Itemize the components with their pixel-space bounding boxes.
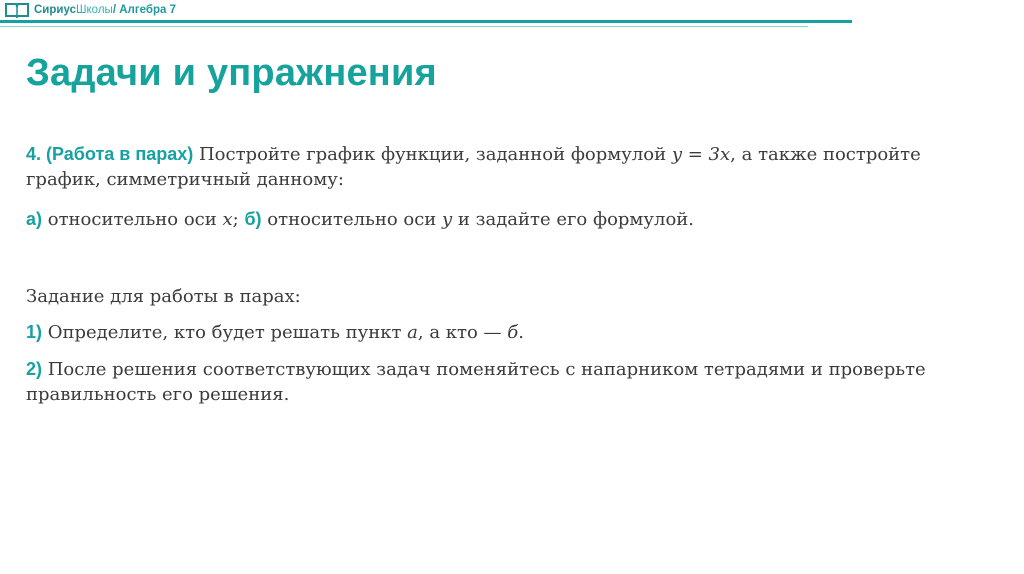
brand-sirius: Сириус bbox=[34, 4, 76, 16]
task-text-b: , а также постройте график, симметричный данному: bbox=[26, 144, 921, 190]
task-number: 4. (Работа в парах) bbox=[26, 144, 194, 164]
header-bar bbox=[4, 0, 176, 20]
brand-course: / Алгебра 7 bbox=[112, 4, 176, 16]
item-a-label: а) bbox=[26, 209, 43, 229]
step-2-text: После решения соответствующих задач поменяйтесь с напарником тетрадями и проверьте правильность его решения. bbox=[26, 359, 926, 405]
book-icon bbox=[4, 1, 30, 19]
step-1-var-a: а bbox=[407, 322, 418, 343]
step-2-label: 2) bbox=[26, 359, 43, 379]
header-divider-thin bbox=[0, 26, 808, 27]
pair-work-step-2 bbox=[26, 357, 1001, 407]
page-title: Задачи и упражнения bbox=[26, 52, 437, 94]
item-b-var: y bbox=[442, 209, 453, 230]
step-1-text-2: , а кто — bbox=[417, 322, 508, 343]
step-1-text-1: Определите, кто будет решать пункт bbox=[42, 322, 408, 343]
item-a-text-2: ; bbox=[232, 209, 245, 230]
brand-shkoly: Школы bbox=[75, 4, 113, 16]
item-a-var: x bbox=[222, 209, 233, 230]
item-b-label: б) bbox=[244, 209, 262, 229]
brand-label bbox=[34, 4, 176, 16]
task-items bbox=[26, 207, 1001, 232]
header-divider bbox=[0, 20, 852, 23]
step-1-var-b: б bbox=[507, 322, 519, 343]
item-b-text-1: относительно оси bbox=[261, 209, 443, 230]
task-text-a: Постройте график функции, заданной формулой bbox=[193, 144, 672, 165]
item-a-text-1: относительно оси bbox=[42, 209, 223, 230]
task-formula: y = 3x bbox=[671, 144, 731, 165]
pair-work-step-1 bbox=[26, 320, 1001, 345]
pair-work-heading: Задание для работы в парах: bbox=[26, 286, 301, 307]
item-b-text-2: и задайте его формулой. bbox=[452, 209, 695, 230]
step-1-text-3: . bbox=[518, 322, 524, 343]
step-1-label: 1) bbox=[26, 322, 43, 342]
task-statement bbox=[26, 142, 1001, 192]
